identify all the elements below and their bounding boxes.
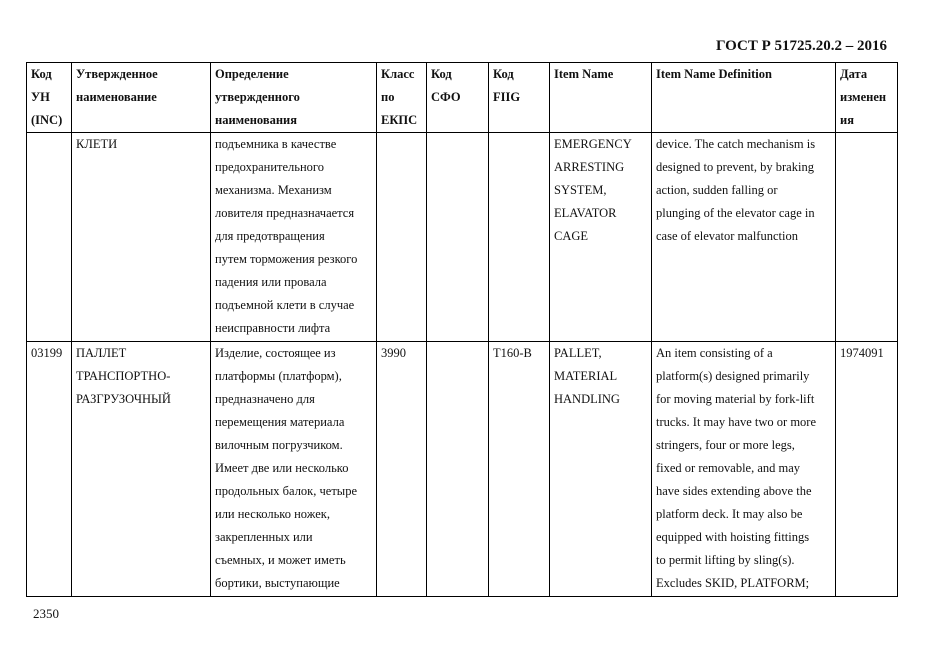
header-approved-name: Утвержденное наименование [72,63,211,133]
page-number: 2350 [33,606,59,621]
cell-definition: Изделие, состоящее из платформы (платформ), предназначено для перемещения материала вилочным погрузчиком. Имеет две или несколько продольных балок, четыре или несколько ножек, закрепленных или съемных, и может иметь бортики, выступающие [211,342,377,597]
cell-sfo-code [427,342,489,597]
cell-definition: подъемника в качестве предохранительного механизма. Механизм ловителя предназначается для предотвращения путем торможения резкого падения или провала подъемной клети в случае неисправности лифта [211,133,377,342]
table-header-row [27,63,898,133]
catalog-table [26,62,898,597]
cell-approved-name: ПАЛЛЕТ ТРАНСПОРТНО- РАЗГРУЗОЧНЫЙ [72,342,211,597]
table-row [27,133,898,342]
cell-ekps-class [377,133,427,342]
document-title: ГОСТ Р 51725.20.2 – 2016 [715,38,887,54]
header-fiig-code: Код FIIG [489,63,550,133]
header-item-name: Item Name [550,63,652,133]
cell-approved-name: КЛЕТИ [72,133,211,342]
header-definition: Определение утвержденного наименования [211,63,377,133]
cell-fiig-code [489,133,550,342]
header-inc: Код УН (INC) [27,63,72,133]
cell-inc: 03199 [27,342,72,597]
cell-change-date: 1974091 [836,342,898,597]
cell-fiig-code: T160-B [489,342,550,597]
cell-change-date [836,133,898,342]
cell-inc [27,133,72,342]
header-sfo-code: Код СФО [427,63,489,133]
header-change-date: Дата изменен ия [836,63,898,133]
cell-sfo-code [427,133,489,342]
header-ekps-class: Класс по ЕКПС [377,63,427,133]
cell-item-name: PALLET, MATERIAL HANDLING [550,342,652,597]
cell-ekps-class: 3990 [377,342,427,597]
cell-item-name: EMERGENCY ARRESTING SYSTEM, ELAVATOR CAGE [550,133,652,342]
table-row [27,342,898,597]
cell-item-name-definition: An item consisting of a platform(s) designed primarily for moving material by fork-lift trucks. It may have two or more stringers, four or more legs, fixed or removable, and may have sides extending above the platform deck. It may also be equipped with hoisting fittings to permit lifting by sling(s). Excludes SKID, PLATFORM; [652,342,836,597]
header-item-name-definition: Item Name Definition [652,63,836,133]
cell-item-name-definition: device. The catch mechanism is designed to prevent, by braking action, sudden falling or plunging of the elevator cage in case of elevator malfunction [652,133,836,342]
